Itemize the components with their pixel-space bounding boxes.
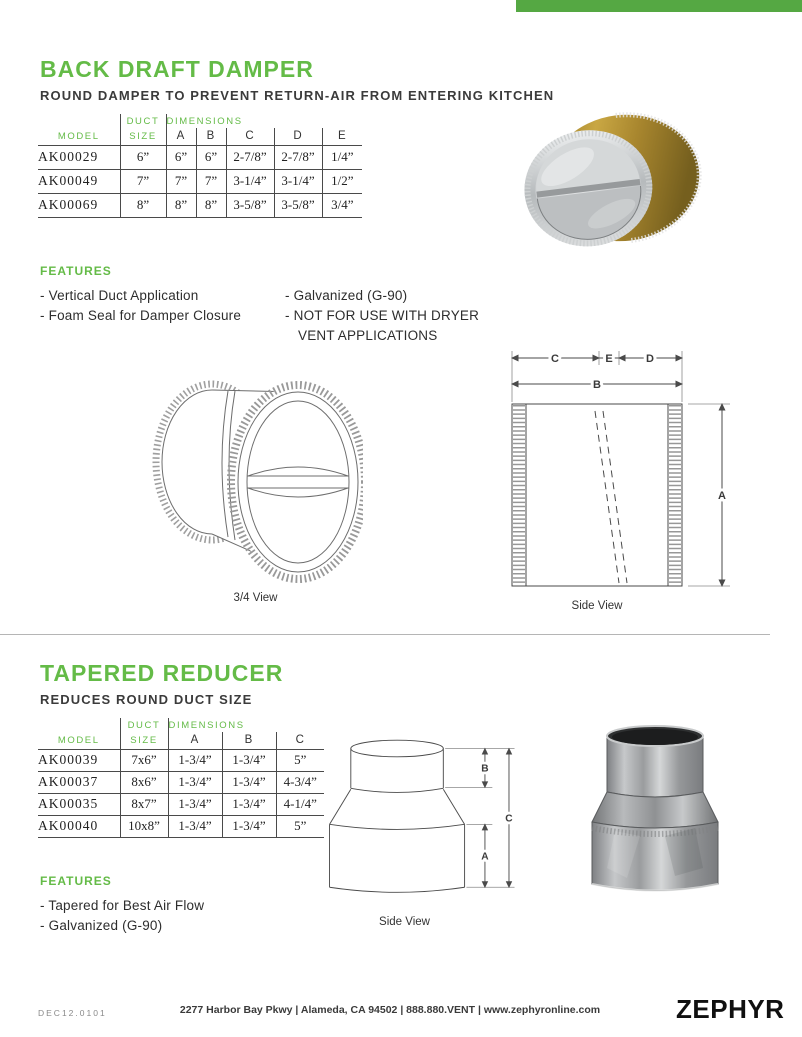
size-header: SIZE — [120, 128, 166, 145]
dim-col-header-a: A — [168, 732, 222, 749]
dim-d-cell: 2-7/8” — [274, 145, 322, 169]
dim-d-cell: 3-5/8” — [274, 193, 322, 217]
dim-label-c: C — [505, 813, 513, 825]
dim-label-b: B — [481, 763, 489, 775]
backdraft-damper-subtitle: ROUND DAMPER TO PREVENT RETURN-AIR FROM ENTERING KITCHEN — [40, 88, 555, 103]
model-cell: AK00069 — [38, 193, 120, 217]
dim-a-cell: 8” — [166, 193, 196, 217]
dim-a-cell: 1-3/4” — [168, 815, 222, 837]
reducer-side-view-label: Side View — [379, 916, 430, 928]
duct-size-cell: 8” — [120, 193, 166, 217]
model-cell: AK00040 — [38, 815, 120, 837]
dim-e-cell: 1/4” — [322, 145, 362, 169]
dim-b-cell: 8” — [196, 193, 226, 217]
dim-c-cell: 4-1/4” — [276, 793, 324, 815]
backdraft-damper-title: BACK DRAFT DAMPER — [40, 56, 314, 82]
model-cell: AK00037 — [38, 771, 120, 793]
dim-label-a: A — [481, 851, 489, 863]
duct-size-cell: 10x8” — [120, 815, 168, 837]
features-list-right — [285, 286, 479, 346]
reducer-spec-table — [38, 718, 324, 838]
dim-c-cell: 5” — [276, 815, 324, 837]
dim-b-cell: 7” — [196, 169, 226, 193]
feature-item: VENT APPLICATIONS — [298, 328, 438, 343]
dim-label-b: B — [593, 379, 601, 391]
table-row — [38, 145, 362, 169]
dim-d-cell: 3-1/4” — [274, 169, 322, 193]
model-cell: AK00029 — [38, 145, 120, 169]
features-heading: FEATURES — [40, 264, 112, 278]
feature-item: - Galvanized (G-90) — [285, 288, 408, 303]
spacer-cell — [38, 718, 120, 732]
reducer-product-photo — [585, 716, 725, 908]
dim-b-cell: 1-3/4” — [222, 815, 276, 837]
model-header: MODEL — [38, 732, 120, 749]
duct-header: DUCT — [120, 114, 166, 128]
dim-col-header-a: A — [166, 128, 196, 145]
dim-a-cell: 1-3/4” — [168, 793, 222, 815]
feature-item: - Vertical Duct Application — [40, 288, 199, 303]
zephyr-logo: ZEPHYR — [676, 994, 785, 1024]
dim-col-header-c: C — [226, 128, 274, 145]
dim-c-cell: 2-7/8” — [226, 145, 274, 169]
features-list — [40, 896, 204, 936]
dim-a-cell: 1-3/4” — [168, 771, 222, 793]
dim-c-cell: 3-1/4” — [226, 169, 274, 193]
dim-e-cell: 1/2” — [322, 169, 362, 193]
table-header-row — [38, 732, 324, 749]
size-header: SIZE — [120, 732, 168, 749]
dim-b-cell: 6” — [196, 145, 226, 169]
dim-label-c: C — [551, 353, 559, 365]
dim-c-cell: 4-3/4” — [276, 771, 324, 793]
dimensions-header: DIMENSIONS — [168, 718, 324, 732]
duct-size-cell: 7x6” — [120, 749, 168, 771]
dim-b-cell: 1-3/4” — [222, 771, 276, 793]
dim-col-header-b: B — [222, 732, 276, 749]
reducer-side-view-drawing — [310, 730, 535, 915]
feature-item: - NOT FOR USE WITH DRYER — [285, 308, 480, 323]
dim-b-cell: 1-3/4” — [222, 793, 276, 815]
damper-spec-table — [38, 114, 362, 218]
duct-size-cell: 6” — [120, 145, 166, 169]
table-row — [38, 193, 362, 217]
duct-header: DUCT — [120, 718, 168, 732]
table-row — [38, 749, 324, 771]
dim-a-cell: 7” — [166, 169, 196, 193]
dim-label-a: A — [718, 490, 726, 502]
table-row — [38, 793, 324, 815]
dim-c-cell: 5” — [276, 749, 324, 771]
three-quarter-view-label: 3/4 View — [233, 592, 278, 604]
table-header-row — [38, 128, 362, 145]
dim-c-cell: 3-5/8” — [226, 193, 274, 217]
table-header-row — [38, 718, 324, 732]
duct-size-cell: 8x6” — [120, 771, 168, 793]
table-row — [38, 771, 324, 793]
side-view-label: Side View — [571, 600, 623, 612]
features-heading: FEATURES — [40, 874, 112, 888]
dim-a-cell: 6” — [166, 145, 196, 169]
table-row — [38, 815, 324, 837]
model-header: MODEL — [38, 128, 120, 145]
feature-item: - Foam Seal for Damper Closure — [40, 308, 242, 323]
dim-col-header-b: B — [196, 128, 226, 145]
footer-contact-line: 2277 Harbor Bay Pkwy | Alameda, CA 94502 | 888.880.VENT | www.zephyronline.com — [179, 1004, 601, 1016]
spacer-cell — [38, 114, 120, 128]
damper-product-photo — [512, 110, 704, 258]
feature-item: - Tapered for Best Air Flow — [40, 898, 205, 913]
dim-label-e: E — [605, 353, 613, 365]
dim-e-cell: 3/4” — [322, 193, 362, 217]
model-cell: AK00035 — [38, 793, 120, 815]
tapered-reducer-subtitle: REDUCES ROUND DUCT SIZE — [40, 692, 253, 707]
damper-side-view-drawing — [498, 338, 748, 598]
duct-size-cell: 7” — [120, 169, 166, 193]
table-header-row — [38, 114, 362, 128]
dim-b-cell: 1-3/4” — [222, 749, 276, 771]
dim-col-header-d: D — [274, 128, 322, 145]
tapered-reducer-title: TAPERED REDUCER — [40, 660, 284, 686]
duct-size-cell: 8x7” — [120, 793, 168, 815]
dim-a-cell: 1-3/4” — [168, 749, 222, 771]
dim-label-d: D — [646, 353, 654, 365]
features-list-left — [40, 286, 241, 326]
section-divider — [0, 634, 770, 635]
dim-col-header-e: E — [322, 128, 362, 145]
model-cell: AK00039 — [38, 749, 120, 771]
dim-col-header-c: C — [276, 732, 324, 749]
model-cell: AK00049 — [38, 169, 120, 193]
table-row — [38, 169, 362, 193]
document-code: DEC12.0101 — [38, 1008, 107, 1018]
feature-item: - Galvanized (G-90) — [40, 918, 163, 933]
damper-three-quarter-view-drawing — [148, 360, 363, 592]
header-accent-bar — [516, 0, 802, 12]
dimensions-header: DIMENSIONS — [166, 114, 362, 128]
